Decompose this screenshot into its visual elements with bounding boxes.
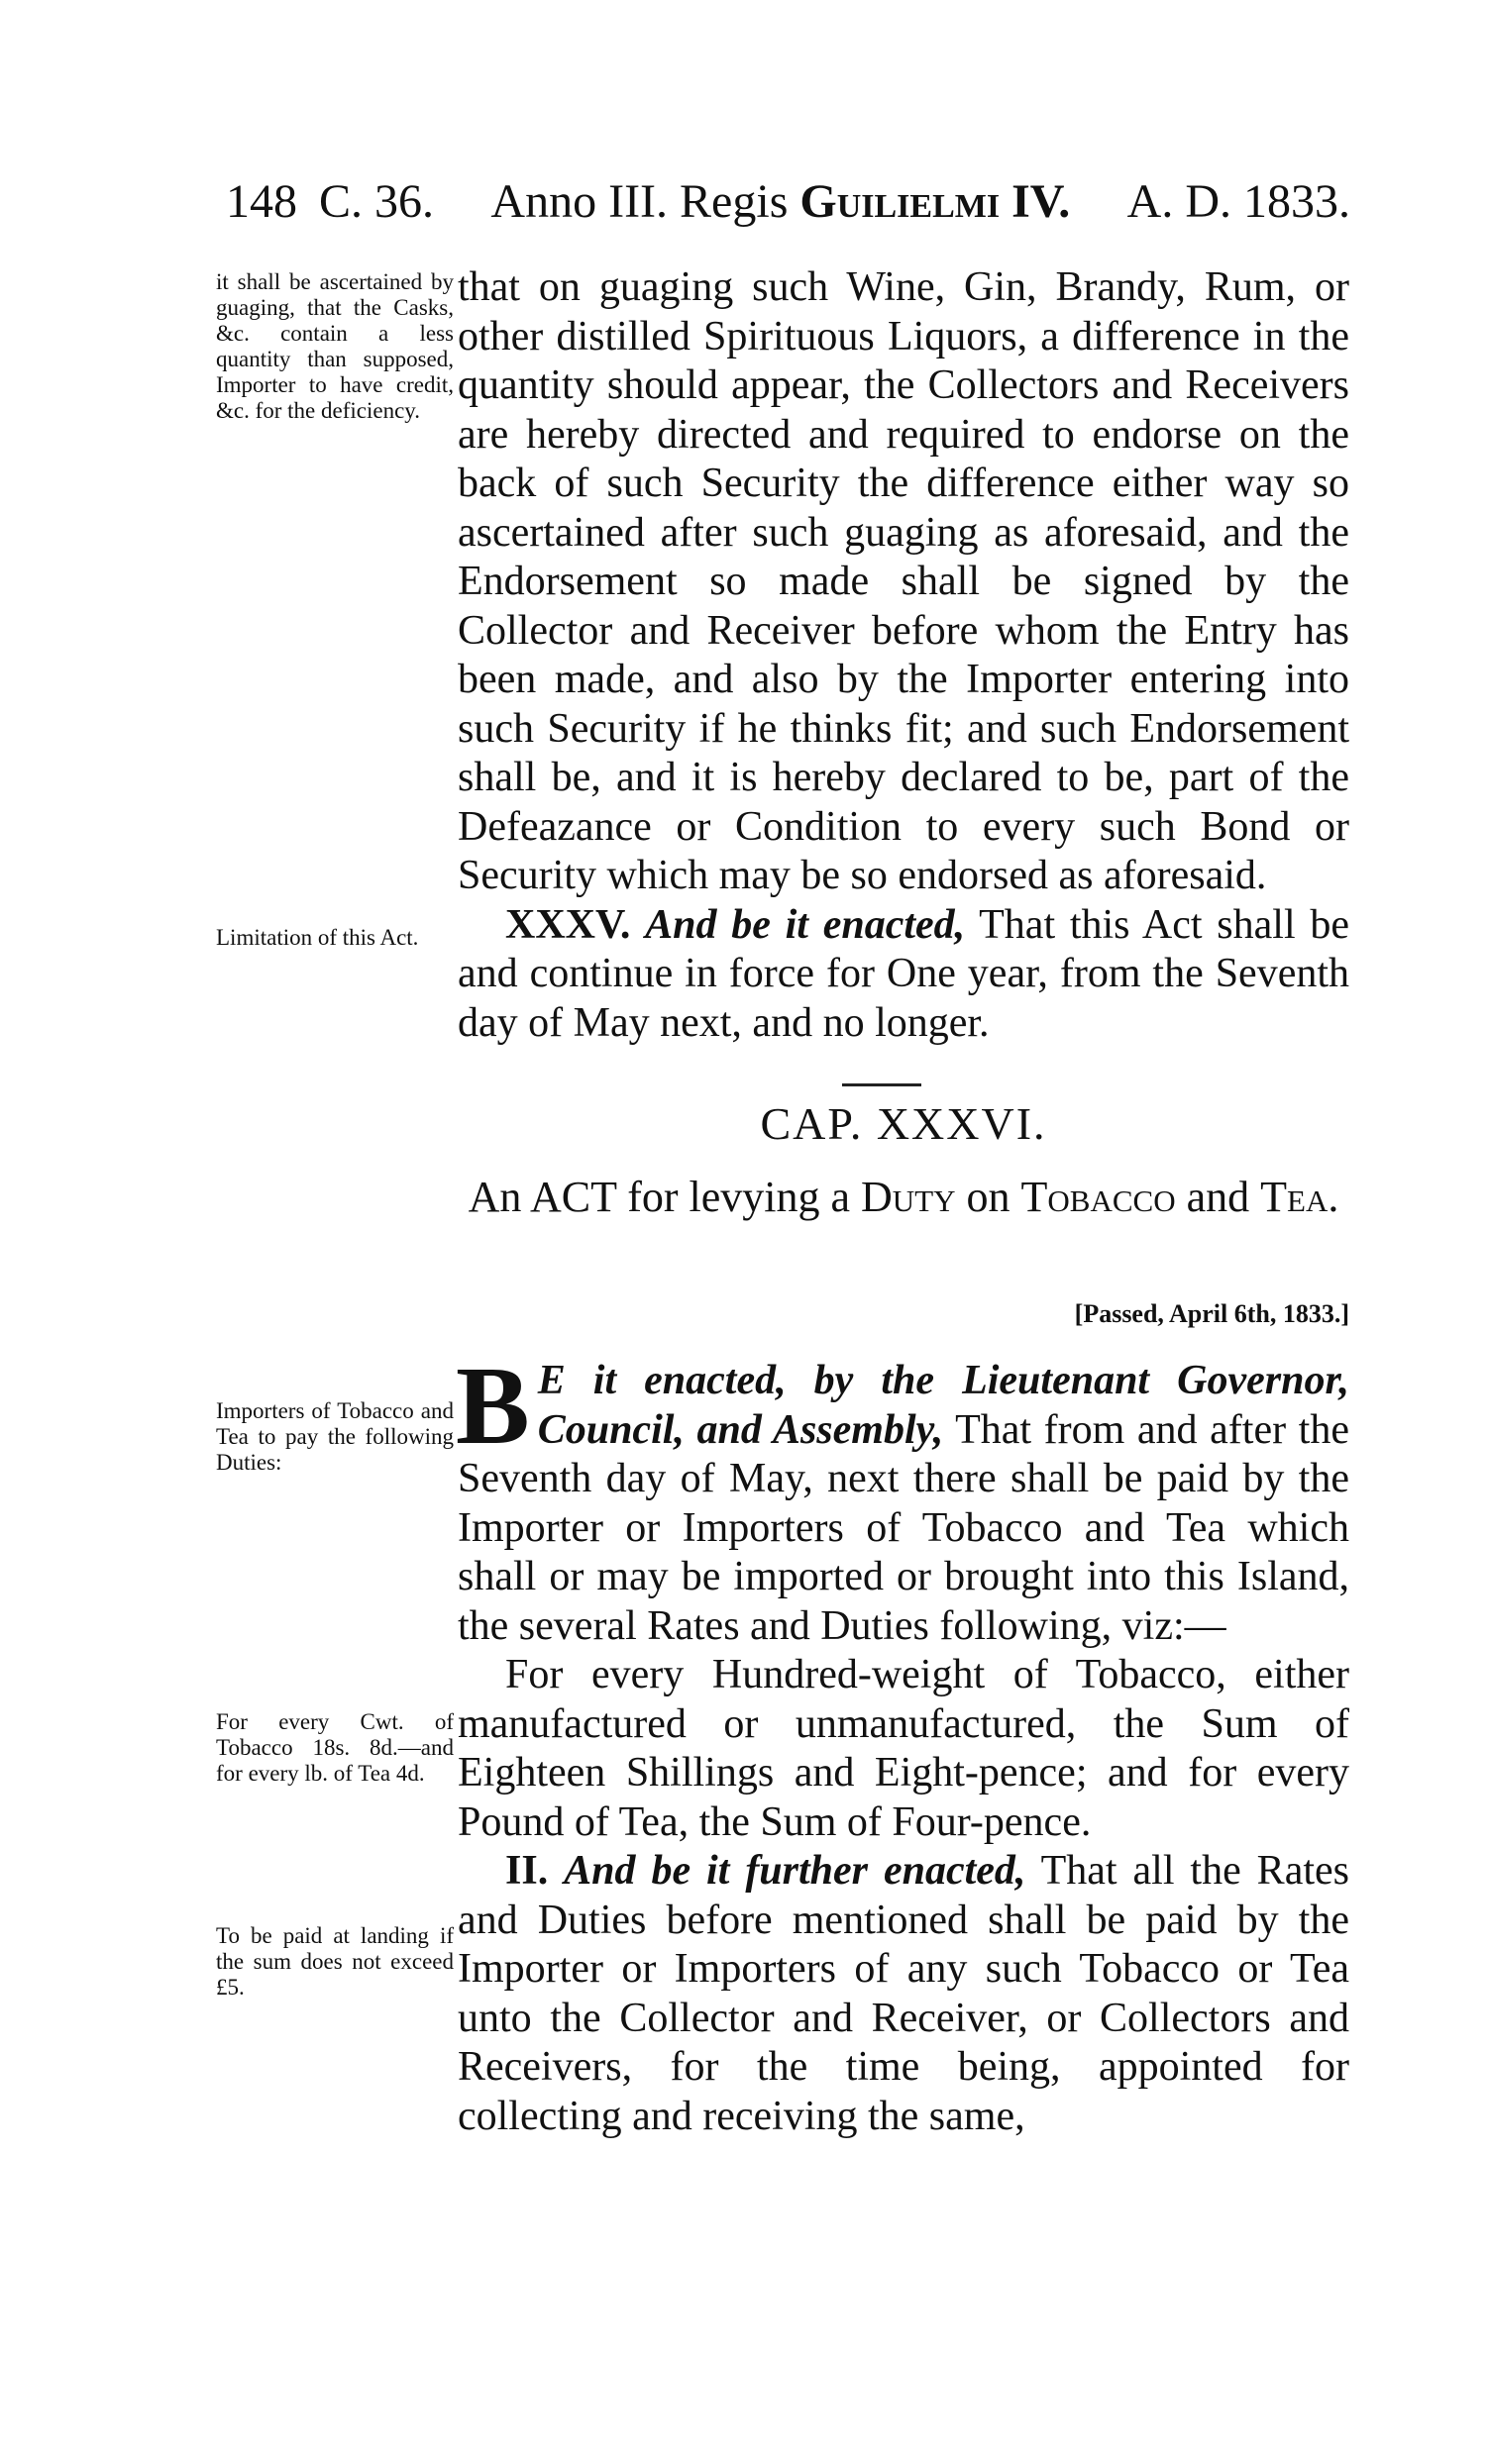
chapter-reference: C. 36.	[319, 175, 435, 228]
section-2	[458, 1847, 1349, 2141]
section-text: That all the Rates and Duties before mentioned shall be paid by the Importer or Importers of any such Tobacco or Tea unto the Collector and Receiver, or Collectors and Receivers, for the time being, appointed for collecting and receiving the same,	[458, 1848, 1349, 2139]
sidenote-deficiency: it shall be ascertained by guaging, that the Casks, &c. contain a less quantity than supposed, Importer to have credit, &c. for the deficiency.	[216, 269, 454, 423]
running-header	[226, 175, 1350, 228]
sidenote-importers: Importers of Tobacco and Tea to pay the following Duties:	[216, 1398, 454, 1475]
section-number: II.	[505, 1848, 549, 1894]
body-text-block-1	[458, 263, 1349, 1048]
sidenote-rates: For every Cwt. of Tobacco 18s. 8d.—and for every lb. of Tea 4d.	[216, 1709, 454, 1786]
act-title-tea: Tea.	[1260, 1173, 1339, 1221]
paragraph-enactment	[456, 1345, 1349, 1651]
drop-cap: B	[456, 1345, 530, 1468]
act-title-part: An ACT for levying a	[468, 1173, 851, 1221]
year: A. D. 1833.	[1126, 175, 1350, 228]
paragraph-rates: For every Hundred-weight of Tobacco, either manufactured or unmanufactured, the Sum of Eighteen Shillings and Eight-pence; and for every Pound of Tea, the Sum of Four-pence.	[458, 1652, 1349, 1845]
section-35	[458, 901, 1349, 1049]
page-number: 148	[226, 175, 297, 228]
divider-rule	[842, 1083, 921, 1086]
regnal-prefix: Anno III. Regis	[490, 175, 789, 228]
regnal-name: Guilielmi IV.	[799, 175, 1071, 228]
section-number: XXXV.	[505, 901, 631, 948]
regnal-year	[434, 175, 1127, 228]
act-title-part: and	[1186, 1173, 1250, 1221]
enacting-clause: And be it further enacted,	[564, 1848, 1026, 1894]
passed-date: [Passed, April 6th, 1833.]	[1074, 1299, 1349, 1328]
chapter-title: CAP. XXXVI.	[760, 1098, 1047, 1149]
sidenote-limitation: Limitation of this Act.	[216, 925, 419, 950]
act-title-duty: Duty	[861, 1173, 956, 1221]
section-text: That this Act shall be and continue in force for One year, from the Seventh day of May next, and no longer.	[458, 901, 1349, 1046]
enacting-clause: And be it enacted,	[645, 901, 966, 948]
act-title	[458, 1169, 1349, 1226]
enactment-text: That from and after the Seventh day of May, next there shall be paid by the Importer or Importers of Tobacco and Tea which shall or may be imported or brought into this Island, the several Rates and Duties following, viz:—	[458, 1406, 1349, 1649]
paragraph-guaging: that on guaging such Wine, Gin, Brandy, Rum, or other distilled Spirituous Liquors, a difference in the quantity should appear, the Collectors and Receivers are hereby directed and required to endorse on the back of such Security the difference either way so ascertained after such guaging as aforesaid, and the Endorsement so made shall be signed by the Collector and Receiver before whom the Entry has been made, and also by the Importer entering into such Security if he thinks fit; and such Endorsement shall be, and it is hereby declared to be, part of the Defeazance or Condition to every such Bond or Security which may be so endorsed as aforesaid.	[458, 264, 1349, 898]
act-title-part: on	[966, 1173, 1010, 1221]
sidenote-payment: To be paid at landing if the sum does not exceed £5.	[216, 1923, 454, 2000]
body-text-block-2	[456, 1345, 1349, 2141]
enacting-formula: E it enacted, by the Lieutenant Governor, Council, and Assembly,	[537, 1358, 1349, 1453]
act-title-tobacco: Tobacco	[1020, 1173, 1176, 1221]
